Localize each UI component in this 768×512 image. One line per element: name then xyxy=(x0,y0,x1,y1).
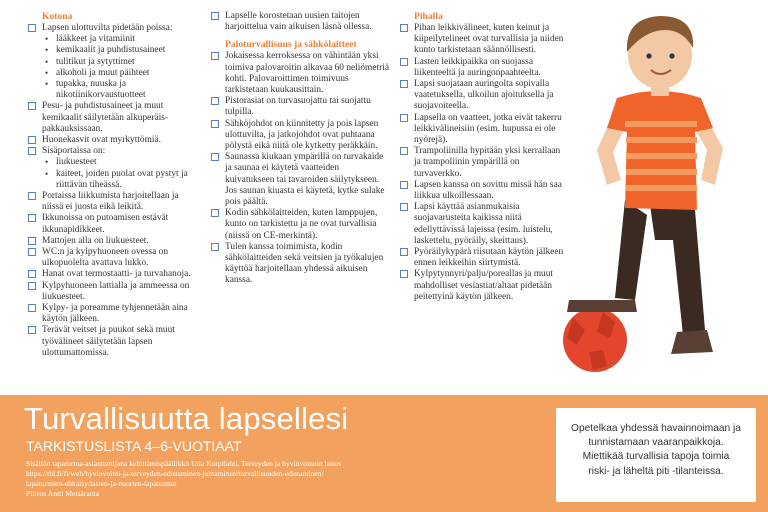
checklist-item-text: Kylpytynnyri/palju/poreallas ja muut mahdolliset vesiastiat/altaat pidetään peitettyinä käytön jälkeen. xyxy=(414,269,554,302)
checklist-subitem: • tupakka, nuuska ja nikotiinikorvaustuotteet xyxy=(28,79,200,101)
checklist-item-text: Hanat ovat termostaatti- ja turvahanoja. xyxy=(42,269,191,280)
column-yard xyxy=(400,11,566,303)
checklist-item-text: Lapselle korostetaan uusien taitojen harjoittelua vain aikuisen läsnä ollessa. xyxy=(225,11,372,33)
callout-line: tunnistamaan vaaranpaikkoja. xyxy=(588,437,724,449)
boy-shirt xyxy=(607,91,713,210)
checklist-home xyxy=(28,23,200,359)
checklist-item-text: Lapsi suojataan auringolta sopivalla vaatetuksella, ulkoilun ajoituksella ja suojavoiteella. xyxy=(414,79,554,112)
checklist-fire-electric xyxy=(211,51,389,286)
source-url[interactable]: https://thl.fi/fi/web/hyvinvointi-ja-terveyden-edistaminen-johtaminen/turvallisuuden-edistaminen/ xyxy=(26,469,324,478)
checklist-item-text: Huonekasvit ovat myrkyttömiä. xyxy=(42,135,161,146)
checklist-item-text: Sähköjohdot on kiinnitetty ja pois lapsen ulottuvilta, ja jatkojohdot ovat puhtaana pölystä eikä niitä ole kytketty peräkkäin. xyxy=(225,118,379,152)
checklist-item-text: Mattojen alla on liukuesteet. xyxy=(42,235,149,246)
checklist-item-text: WC:n ja kylpyhuoneen ovessa on ulkopuolelta avattava lukko. xyxy=(42,247,169,269)
tip-callout xyxy=(556,408,756,502)
checklist-item xyxy=(400,79,566,113)
checkbox[interactable] xyxy=(400,181,408,189)
checkbox[interactable] xyxy=(28,24,36,32)
checklist-item xyxy=(400,146,566,180)
checklist-item xyxy=(28,146,200,157)
section-heading-yard: Pihalla xyxy=(414,11,443,22)
checklist-item-text: Saunassa kiukaan ympärillä on turvakaide ja saunaa ei käytetä vaatteiden kuivatukseen tai tavaroiden säilytykseen. Jos saunan kiuasta ei käytetä, kytke sulake pois päältä. xyxy=(225,152,385,208)
checkbox[interactable] xyxy=(28,102,36,110)
checklist-item xyxy=(28,236,200,247)
source-url[interactable]: tapaturmien-ehkaisy/lasten-ja-nuorten-tapaturmat xyxy=(26,479,177,488)
checklist-subitem: • kaiteet, joiden puolat ovat pystyt ja riittävän tiheässä. xyxy=(28,169,200,191)
checkbox[interactable] xyxy=(400,58,408,66)
checklist-item xyxy=(211,152,389,208)
checklist-home-continued xyxy=(211,11,389,33)
checkbox[interactable] xyxy=(28,304,36,312)
checklist-item-text: Kodin sähkölaitteiden, kuten lamppujen, kunto on tarkistettu ja ne ovat turvallisia (niissä on CE-merkintä). xyxy=(225,208,378,241)
checklist-item xyxy=(28,191,200,213)
page-subtitle: TARKISTUSLISTA 4–6-VUOTIAAT xyxy=(26,438,242,454)
checklist-item-text: Tulen kanssa toimimista, kodin sähkölaitteiden sekä veitsien ja työkalujen käyttöä harjoitellaan yhdessä aikuisen kanssa. xyxy=(225,241,384,286)
checklist-item xyxy=(211,51,389,96)
checkbox[interactable] xyxy=(28,136,36,144)
checklist-item-text: Portaissa liikkumista harjoitellaan ja niissä ei juosta eikä leikitä. xyxy=(42,191,179,213)
checklist-item-text: Trampoliinilla hypitään yksi kerrallaan ja trampoliinin ympärillä on turvaverkko. xyxy=(414,146,561,179)
checkbox[interactable] xyxy=(400,147,408,155)
checklist-item-text: Jokaisessa kerroksessa on vähintään yksi toimiva palovaroitin alkavaa 60 neliömetriä kohti. Palovaroittimen toimivuus tarkistetaan kuukausittain. xyxy=(225,51,390,96)
callout-line: Opetelkaa yhdessä havainnoimaan ja xyxy=(571,423,741,434)
checkbox[interactable] xyxy=(400,248,408,256)
checkbox[interactable] xyxy=(400,270,408,278)
checklist-item xyxy=(400,247,566,269)
checklist-item-text: Kylpyhuoneen lattialla ja ammeessa on liukuesteet. xyxy=(42,280,190,302)
checkbox[interactable] xyxy=(28,147,36,155)
checklist-item-text: Lapsella on vaatteet, jotka eivät takerru leikkivälineisiin (esim. hupussa ei ole nyörejä). xyxy=(414,112,562,146)
source-line: Sisällön tapaturma-asiantuntijana kehittämispäällikkö Ulla Korpilahti, Terveyden ja hyvinvoinnin laitos xyxy=(26,459,342,468)
illustrator-credit: Piirros Antti Metsäranta xyxy=(26,489,99,498)
checklist-item-text: Sisäportaissa on: xyxy=(42,146,106,157)
boy-left-leg xyxy=(615,200,647,300)
checkbox[interactable] xyxy=(211,209,219,217)
checklist-subitem: • lääkkeet ja vitamiinit xyxy=(28,34,200,45)
checkbox[interactable] xyxy=(211,52,219,60)
checklist-item xyxy=(28,135,200,146)
checkbox[interactable] xyxy=(28,270,36,278)
boy-with-ball-illustration xyxy=(555,0,768,390)
right-shoe xyxy=(671,330,713,354)
checklist-item-text: Lapsen kanssa on sovittu missä hän saa liikkua ulkoillessaan. xyxy=(414,179,562,202)
left-shoe xyxy=(567,300,637,312)
checklist-yard xyxy=(400,23,566,303)
checkbox[interactable] xyxy=(28,282,36,290)
checklist-item xyxy=(400,269,566,303)
checklist-item-text: Kylpy- ja poreamme tyhjennetään aina käytön jälkeen. xyxy=(42,303,188,325)
checklist-item xyxy=(28,303,200,325)
column-fire-electric xyxy=(211,11,389,287)
checklist-subitem: • tulitikut ja sytyttimet xyxy=(28,57,200,68)
checklist-item-text: Pistorasiat on turvasuojattu tai suojattu tulpilla. xyxy=(225,96,371,118)
section-heading-home: Kotona xyxy=(42,11,73,22)
callout-line: Miettikää turvallisia tapoja toimia xyxy=(582,451,730,463)
checkbox[interactable] xyxy=(211,97,219,105)
checkbox[interactable] xyxy=(211,153,219,161)
checklist-item xyxy=(211,119,389,153)
checklist-item-text: Pesu- ja puhdistusaineet ja muut kemikaalit säilytetään alkuperäis-pakkauksissaan. xyxy=(42,101,168,134)
checkbox[interactable] xyxy=(400,203,408,211)
checklist-item-text: Lapsen ulottuvilta pidetään poissa: xyxy=(42,23,173,33)
checklist-item-text: Lasten leikkipaikka on suojassa liikenteeltä ja auringonpaahteelta. xyxy=(414,56,541,78)
checkbox[interactable] xyxy=(400,114,408,122)
checklist-item xyxy=(211,242,389,287)
checklist-item xyxy=(211,208,389,242)
checkbox[interactable] xyxy=(400,80,408,88)
checklist-item xyxy=(211,11,389,33)
page-title: Turvallisuutta lapsellesi xyxy=(24,401,349,436)
checklist-item xyxy=(28,281,200,303)
checkbox[interactable] xyxy=(28,192,36,200)
checklist-item xyxy=(28,213,200,235)
callout-line: riski- ja läheltä piti -tilanteissa. xyxy=(588,465,724,477)
checklist-item xyxy=(400,180,566,202)
checklist-item xyxy=(28,325,200,359)
checkbox[interactable] xyxy=(211,12,219,20)
checklist-subitem: • alkoholi ja muut päihteet xyxy=(28,68,200,79)
checklist-subitem: • kemikaalit ja puhdistusaineet xyxy=(28,45,200,56)
checklist-item-text: Terävät veitset ja puukot sekä muut työvälineet säilytetään lapsen ulottumattomissa. xyxy=(42,325,175,358)
checkbox[interactable] xyxy=(28,248,36,256)
checklist-item-text: Pyöräilykypärä riisutaan käytön jälkeen ennen leikkeihin siirtymistä. xyxy=(414,247,564,269)
checklist-item xyxy=(400,113,566,147)
checklist-subitem: • liukuesteet xyxy=(28,157,200,168)
boy-right-leg xyxy=(650,205,705,335)
checklist-item xyxy=(28,101,200,135)
checklist-item xyxy=(400,57,566,79)
checkbox[interactable] xyxy=(28,237,36,245)
checklist-item-text: Pihan leikkivälineet, kuten keinut ja kiipeilytelineet ovat turvallisia ja niiden kunto tarkistetaan säännöllisesti. xyxy=(414,23,564,56)
source-credits xyxy=(26,459,416,499)
checklist-item xyxy=(28,247,200,269)
checkbox[interactable] xyxy=(211,243,219,251)
checklist-item-text: Lapsi käyttää asianmukaisia suojavarusteita kaikissa niitä edellyttävissä lajeissa (esim. luistelu, laskettelu, pyöräily, skeittaus). xyxy=(414,202,553,246)
checklist-item xyxy=(211,96,389,118)
checklist-item xyxy=(28,23,200,34)
checkbox[interactable] xyxy=(211,120,219,128)
checkbox[interactable] xyxy=(28,214,36,222)
checkbox[interactable] xyxy=(400,24,408,32)
checklist-item-text: Ikkunoissa on putoamisen estävät ikkunapidikkeet. xyxy=(42,213,169,235)
checklist-item xyxy=(400,23,566,57)
checkbox[interactable] xyxy=(28,326,36,334)
checklist-item xyxy=(28,269,200,280)
section-heading-fire-electric: Paloturvallisuus ja sähkölaitteet xyxy=(225,39,357,51)
column-home xyxy=(28,11,200,359)
checklist-item xyxy=(400,202,566,247)
